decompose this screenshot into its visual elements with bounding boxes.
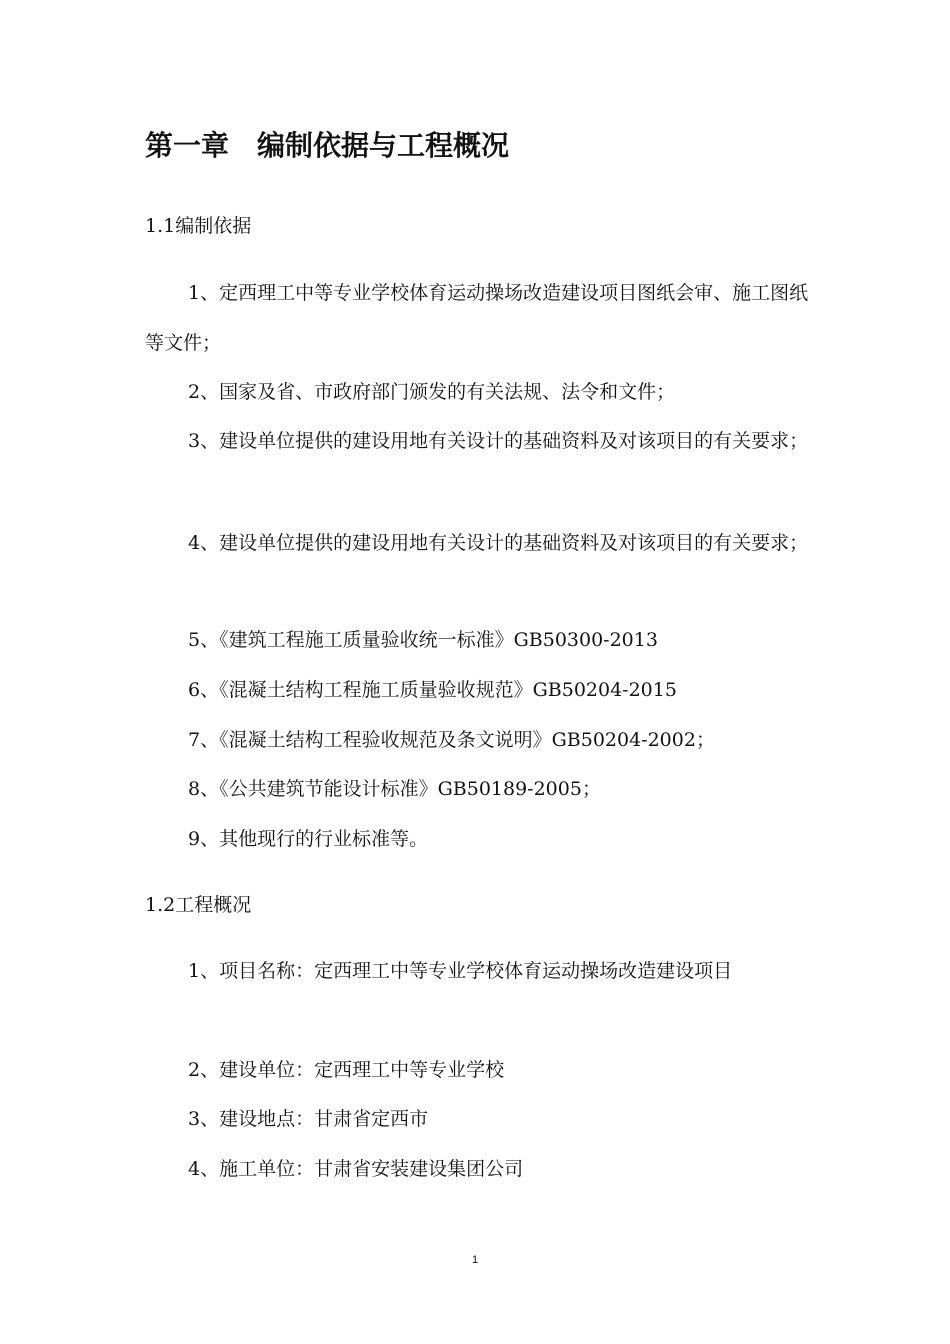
basis-item-7: 7、《混凝土结构工程验收规范及条文说明》GB50204-2002； xyxy=(188,729,715,751)
basis-item-9: 9、其他现行的行业标准等。 xyxy=(188,828,429,850)
basis-item-5: 5、《建筑工程施工质量验收统一标准》GB50300-2013 xyxy=(188,629,658,651)
overview-item-2: 2、建设单位：定西理工中等专业学校 xyxy=(188,1059,505,1081)
basis-item-2: 2、国家及省、市政府部门颁发的有关法规、法令和文件； xyxy=(188,381,676,403)
overview-item-1: 1、项目名称：定西理工中等专业学校体育运动操场改造建设项目 xyxy=(188,960,733,982)
basis-item-6: 6、《混凝土结构工程施工质量验收规范》GB50204-2015 xyxy=(188,679,677,701)
chapter-title: 第一章 编制依据与工程概况 xyxy=(145,129,510,162)
overview-item-4: 4、施工单位：甘肃省安装建设集团公司 xyxy=(188,1158,524,1180)
section-heading-overview: 1.2工程概况 xyxy=(145,894,252,916)
basis-item-8: 8、《公共建筑节能设计标准》GB50189-2005； xyxy=(188,778,601,800)
basis-item-4: 4、建设单位提供的建设用地有关设计的基础资料及对该项目的有关要求； xyxy=(188,532,809,554)
basis-item-3: 3、建设单位提供的建设用地有关设计的基础资料及对该项目的有关要求； xyxy=(188,430,809,452)
page-number: 1 xyxy=(471,1254,479,1266)
section-heading-basis: 1.1编制依据 xyxy=(145,215,252,237)
overview-item-3: 3、建设地点：甘肃省定西市 xyxy=(188,1108,429,1130)
basis-item-1: 1、定西理工中等专业学校体育运动操场改造建设项目图纸会审、施工图纸等文件； xyxy=(145,282,809,354)
